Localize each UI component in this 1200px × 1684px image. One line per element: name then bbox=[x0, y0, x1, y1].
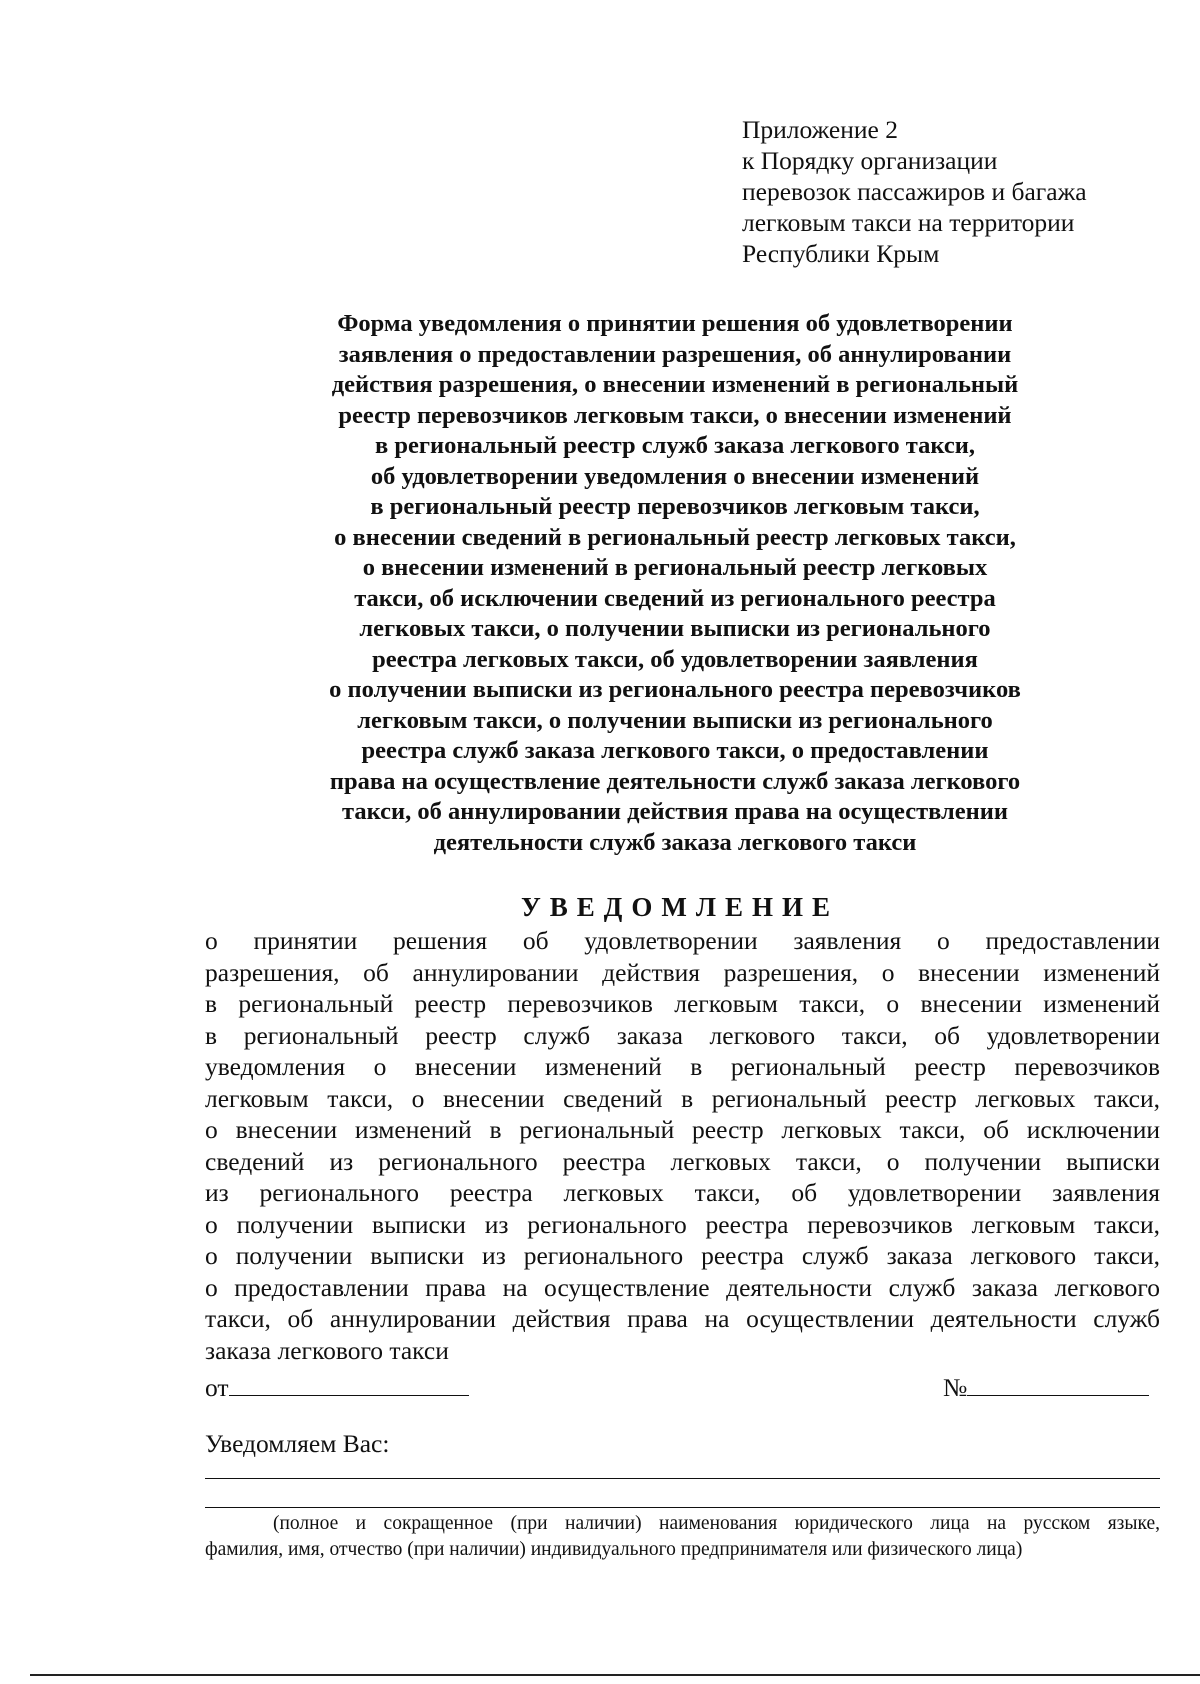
body-line: о получении выписки из регионального реестра перевозчиков легковым такси, bbox=[205, 1209, 1160, 1239]
form-title-line: реестра легковых такси, об удовлетворении заявления bbox=[372, 645, 978, 673]
form-title-line: деятельности служб заказа легкового такси bbox=[433, 828, 917, 856]
form-title-line: права на осуществление деятельности служб заказа легкового bbox=[329, 767, 1021, 795]
recipient-note bbox=[205, 1511, 1160, 1563]
appendix-line: перевозок пассажиров и багажа bbox=[742, 177, 1087, 206]
body-line: в региональный реестр перевозчиков легковым такси, о внесении изменений bbox=[205, 989, 1160, 1018]
body-line: сведений из регионального реестра легковых такси, о получении выписки bbox=[205, 1146, 1160, 1176]
form-title-line: такси, об исключении сведений из регионального реестра bbox=[354, 584, 996, 612]
form-title-line: о внесении изменений в региональный реестр легковых bbox=[362, 554, 988, 581]
notification-body bbox=[205, 925, 1160, 1366]
note-line: фамилия, имя, отчество (при наличии) индивидуального предпринимателя или физического лица) bbox=[205, 1539, 1023, 1560]
body-line: разрешения, об аннулировании действия разрешения, о внесении изменений bbox=[205, 957, 1160, 987]
appendix-line: Республики Крым bbox=[742, 239, 940, 268]
page-bottom-divider bbox=[30, 1674, 1200, 1676]
number-label: № bbox=[943, 1373, 968, 1402]
notification-heading: УВЕДОМЛЕНИЕ bbox=[520, 892, 840, 922]
body-line: уведомления о внесении изменений в региональный реестр перевозчиков bbox=[205, 1052, 1160, 1081]
form-title-line: такси, об аннулировании действия права на осуществлении bbox=[342, 798, 1008, 825]
form-title-line: о внесении сведений в региональный реестр легковых такси, bbox=[334, 523, 1016, 551]
date-label: от bbox=[205, 1373, 229, 1402]
appendix-line: к Порядку организации bbox=[742, 146, 998, 175]
form-title-line: легковых такси, о получении выписки из регионального bbox=[359, 615, 991, 642]
recipient-blank-line-2[interactable] bbox=[205, 1507, 1160, 1508]
form-title-line: действия разрешения, о внесении изменений в региональный bbox=[331, 371, 1019, 398]
form-title-line: легковым такси, о получении выписки из регионального bbox=[357, 706, 993, 734]
form-title-line: в региональный реестр служб заказа легкового такси, bbox=[374, 432, 975, 459]
appendix-line: легковым такси на территории bbox=[742, 208, 1075, 237]
body-line: о принятии решения об удовлетворении заявления о предоставлении bbox=[205, 926, 1160, 955]
body-line: в региональный реестр служб заказа легкового такси, об удовлетворении bbox=[205, 1020, 1160, 1050]
recipient-blank-line-1[interactable] bbox=[205, 1478, 1160, 1479]
body-line: о получении выписки из регионального реестра служб заказа легкового такси, bbox=[205, 1241, 1160, 1270]
form-title-line: об удовлетворении уведомления о внесении изменений bbox=[370, 462, 980, 490]
body-line: о внесении изменений в региональный реестр легковых такси, об исключении bbox=[205, 1115, 1160, 1144]
date-field bbox=[205, 1372, 469, 1403]
form-title-line: в региональный реестр перевозчиков легковым такси, bbox=[370, 493, 980, 520]
body-line: легковым такси, о внесении сведений в региональный реестр легковых такси, bbox=[205, 1083, 1160, 1113]
number-field bbox=[943, 1372, 1149, 1403]
form-title-line: реестр перевозчиков легковым такси, о внесении изменений bbox=[338, 401, 1012, 429]
date-blank-line[interactable] bbox=[229, 1373, 469, 1396]
notify-label: Уведомляем Вас: bbox=[205, 1429, 390, 1458]
number-blank-line[interactable] bbox=[967, 1373, 1149, 1396]
form-title bbox=[260, 309, 1090, 858]
date-number-row bbox=[205, 1372, 1160, 1406]
form-title-line: Форма уведомления о принятии решения об удовлетворении bbox=[337, 310, 1013, 337]
note-line: (полное и сокращенное (при наличии) наименования юридического лица на русском языке, bbox=[273, 1513, 1160, 1534]
body-line: из регионального реестра легковых такси, об удовлетворении заявления bbox=[205, 1178, 1160, 1207]
body-line: такси, об аннулировании действия права на осуществлении деятельности служб bbox=[205, 1304, 1160, 1333]
appendix-reference bbox=[742, 114, 1142, 269]
body-line: о предоставлении права на осуществление деятельности служб заказа легкового bbox=[205, 1272, 1160, 1302]
body-line: заказа легкового такси bbox=[205, 1335, 449, 1365]
form-title-line: реестра служб заказа легкового такси, о предоставлении bbox=[361, 737, 989, 764]
form-title-line: заявления о предоставлении разрешения, об аннулировании bbox=[338, 340, 1012, 368]
appendix-line: Приложение 2 bbox=[742, 115, 898, 144]
form-title-line: о получении выписки из регионального реестра перевозчиков bbox=[329, 676, 1021, 703]
